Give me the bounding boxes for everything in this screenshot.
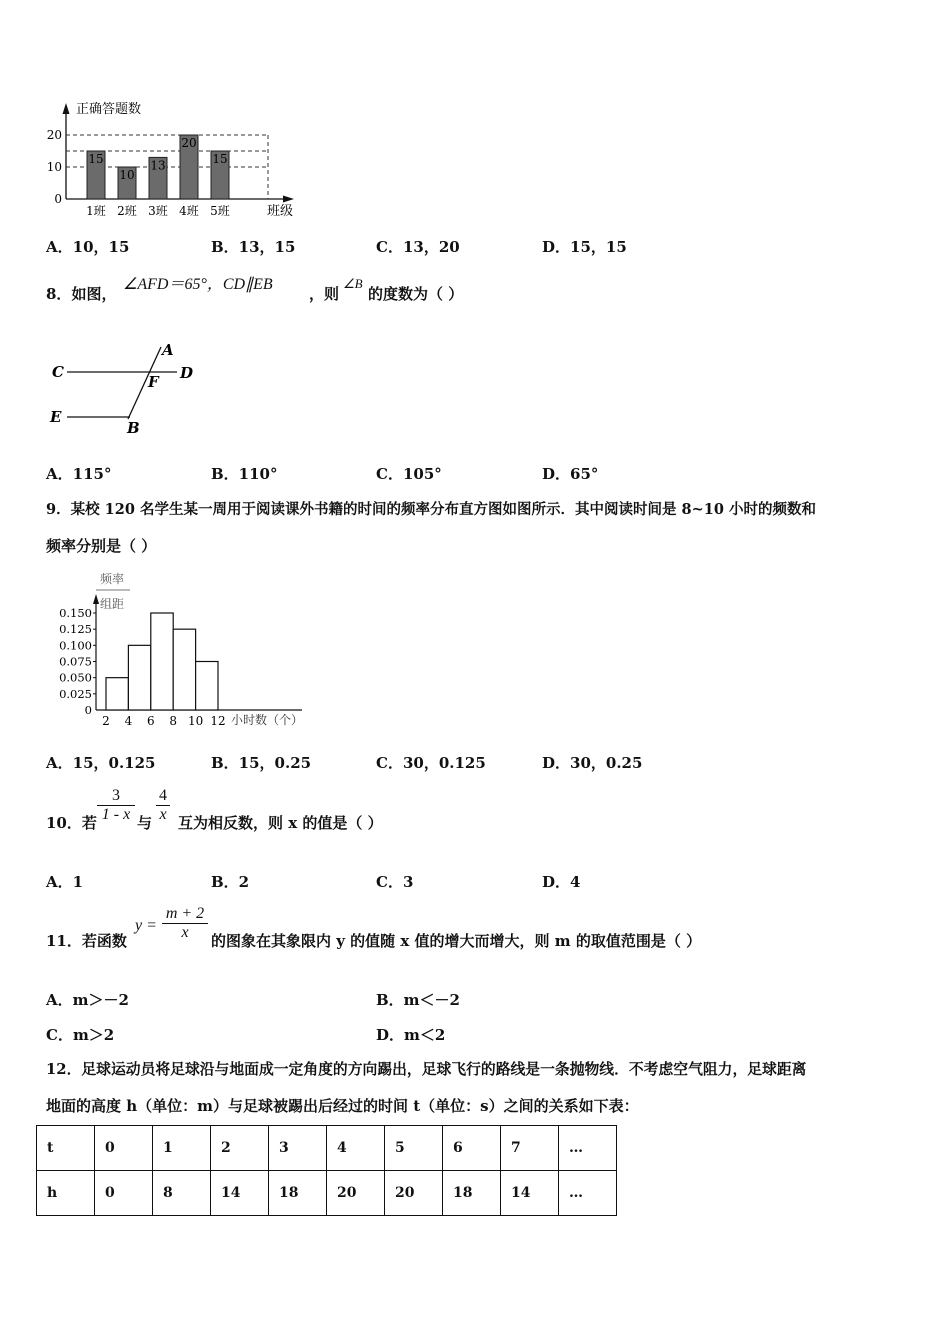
q11-frac-den: x <box>181 924 189 941</box>
q11-y-eq: y = <box>135 917 157 934</box>
q7-category-label: 5班 <box>210 204 230 218</box>
q9-x-tick-label: 12 <box>210 714 226 728</box>
q10-frac1-num: 3 <box>112 787 120 804</box>
table-cell: t <box>37 1126 95 1171</box>
q9-y-tick-label: 0.100 <box>59 638 92 653</box>
q7-y-tick-label: 10 <box>46 160 62 174</box>
q8-text-before: 如图， <box>71 285 117 303</box>
q8-number: 8． <box>46 285 72 303</box>
q9-option-a[interactable]: A．15，0.125 <box>46 754 156 772</box>
q9-stem-line1: 9．某校 120 名学生某一周用于阅读课外书籍的时间的频率分布直方图如图所示．其中阅读时间是 8~10 小时的频数和 <box>46 501 816 518</box>
label-d: D <box>180 364 194 382</box>
q9-histogram-bar <box>106 678 128 710</box>
table-cell: … <box>559 1171 617 1216</box>
q9-option-c[interactable]: C．30，0.125 <box>376 754 486 772</box>
q8-option-a[interactable]: A．115° <box>46 465 112 483</box>
q12-data-table <box>36 1125 617 1216</box>
table-cell: 8 <box>153 1171 211 1216</box>
q9-y-tick-label: 0 <box>84 703 92 717</box>
q9-y-tick-label: 0.125 <box>59 622 92 637</box>
label-a: A <box>162 341 174 359</box>
table-cell: … <box>559 1126 617 1171</box>
q11-option-c[interactable]: C．m＞2 <box>46 1026 115 1044</box>
table-cell: 20 <box>327 1171 385 1216</box>
q10-option-a[interactable]: A．1 <box>46 873 84 891</box>
q9-histogram-bar <box>173 629 195 710</box>
q11-fraction <box>162 905 208 942</box>
label-b: B <box>127 419 140 437</box>
q9-x-tick-label: 10 <box>187 714 204 728</box>
q9-histogram-bar <box>151 613 173 710</box>
table-cell: 2 <box>211 1126 269 1171</box>
q8-text-mid: ，则 <box>309 285 340 303</box>
q7-value-label: 15 <box>88 152 104 166</box>
table-cell: h <box>37 1171 95 1216</box>
q7-category-label: 4班 <box>179 204 199 218</box>
q7-value-label: 10 <box>119 168 135 182</box>
q9-y-tick-label: 0.150 <box>59 606 92 620</box>
q10-text-after: 互为相反数，则 x 的值是（ ） <box>178 814 383 832</box>
table-cell: 5 <box>385 1126 443 1171</box>
q10-option-b[interactable]: B．2 <box>211 873 250 891</box>
q9-histogram <box>40 568 320 733</box>
table-cell: 0 <box>95 1126 153 1171</box>
q9-histogram-bar <box>196 662 218 711</box>
label-c: C <box>52 363 64 381</box>
q7-value-label: 15 <box>212 152 228 166</box>
q10-fraction-2 <box>156 787 170 824</box>
q10-mid: 与 <box>137 814 153 832</box>
q10-number: 10．若 <box>46 814 97 832</box>
q9-option-b[interactable]: B．15，0.25 <box>211 754 312 772</box>
table-cell: 14 <box>501 1171 559 1216</box>
q11-text-after: 的图象在其象限内 y 的值随 x 值的增大而增大，则 m 的取值范围是（ ） <box>211 932 702 950</box>
table-cell: 1 <box>153 1126 211 1171</box>
q7-option-b[interactable]: B．13，15 <box>211 238 296 256</box>
q10-fraction-1 <box>97 787 135 824</box>
q9-x-tick-label: 6 <box>146 714 155 728</box>
table-cell: 4 <box>327 1126 385 1171</box>
q9-x-tick-label: 4 <box>124 714 133 728</box>
q12-stem-line1: 12．足球运动员将足球沿与地面成一定角度的方向踢出，足球飞行的路线是一条抛物线．不考虑空气阻力，足球距离 <box>46 1061 807 1078</box>
q9-x-tick-label: 8 <box>169 714 178 728</box>
q9-y-tick-label: 0.050 <box>59 670 92 685</box>
q10-frac2-num: 4 <box>159 787 167 804</box>
q11-option-b[interactable]: B．m＜－2 <box>376 991 460 1009</box>
q7-y-axis-label: 正确答题数 <box>76 102 142 117</box>
q8-option-c[interactable]: C．105° <box>376 465 442 483</box>
q11-option-d[interactable]: D．m＜2 <box>376 1026 446 1044</box>
q7-option-a[interactable]: A．10，15 <box>46 238 130 256</box>
q9-histogram-bar <box>128 645 150 710</box>
q7-value-label: 13 <box>150 158 166 173</box>
label-f: F <box>148 373 159 391</box>
table-cell: 7 <box>501 1126 559 1171</box>
table-cell: 20 <box>385 1171 443 1216</box>
label-e: E <box>50 408 62 426</box>
q7-option-d[interactable]: D．15，15 <box>542 238 627 256</box>
q10-frac2-den: x <box>159 806 167 823</box>
q7-y-axis-arrow <box>63 103 70 114</box>
q7-category-label: 1班 <box>86 204 106 218</box>
q9-ylabel-den: 组距 <box>100 597 125 611</box>
q7-y-tick-label: 20 <box>46 128 62 142</box>
q9-y-axis-arrow <box>93 594 99 604</box>
q8-angle: ∠B <box>343 276 363 291</box>
q7-y-tick-label: 0 <box>54 192 62 206</box>
table-cell: 18 <box>443 1171 501 1216</box>
q8-condition: ∠AFD＝65°，CD∥EB <box>123 276 273 293</box>
q7-bar-chart <box>40 95 340 230</box>
q9-xlabel: 小时数（个） <box>231 713 304 727</box>
q10-frac1-den: 1 - x <box>101 806 131 823</box>
q11-option-a[interactable]: A．m＞－2 <box>46 991 129 1009</box>
q11-number: 11．若函数 <box>46 932 127 950</box>
q9-y-tick-label: 0.075 <box>59 654 92 669</box>
table-cell: 14 <box>211 1171 269 1216</box>
q8-stem <box>46 283 116 304</box>
q10-option-d[interactable]: D．4 <box>542 873 581 891</box>
table-cell: 0 <box>95 1171 153 1216</box>
q8-option-b[interactable]: B．110° <box>211 465 278 483</box>
q9-y-tick-label: 0.025 <box>59 686 92 701</box>
q8-option-d[interactable]: D．65° <box>542 465 599 483</box>
q7-x-axis-arrow <box>283 196 294 203</box>
q7-category-label: 2班 <box>117 204 137 218</box>
q8-text-after: 的度数为（ ） <box>368 285 464 303</box>
q9-ylabel-num: 频率 <box>100 572 125 586</box>
q12-stem-line2: 地面的高度 h（单位：m）与足球被踢出后经过的时间 t（单位：s）之间的关系如下表： <box>46 1097 639 1115</box>
q10-option-c[interactable]: C．3 <box>376 873 414 891</box>
q9-stem-line2: 频率分别是（ ） <box>46 537 157 555</box>
q7-x-axis-label: 班级 <box>267 204 294 219</box>
table-cell: 3 <box>269 1126 327 1171</box>
q9-option-d[interactable]: D．30，0.25 <box>542 754 643 772</box>
table-row <box>37 1126 617 1171</box>
table-row <box>37 1171 617 1216</box>
q9-x-tick-label: 2 <box>102 714 110 728</box>
q11-frac-num: m + 2 <box>165 905 205 922</box>
q8-figure <box>40 335 210 445</box>
q7-category-label: 3班 <box>148 204 168 218</box>
q7-option-c[interactable]: C．13，20 <box>376 238 460 256</box>
table-cell: 6 <box>443 1126 501 1171</box>
q7-value-label: 20 <box>181 136 197 150</box>
table-cell: 18 <box>269 1171 327 1216</box>
